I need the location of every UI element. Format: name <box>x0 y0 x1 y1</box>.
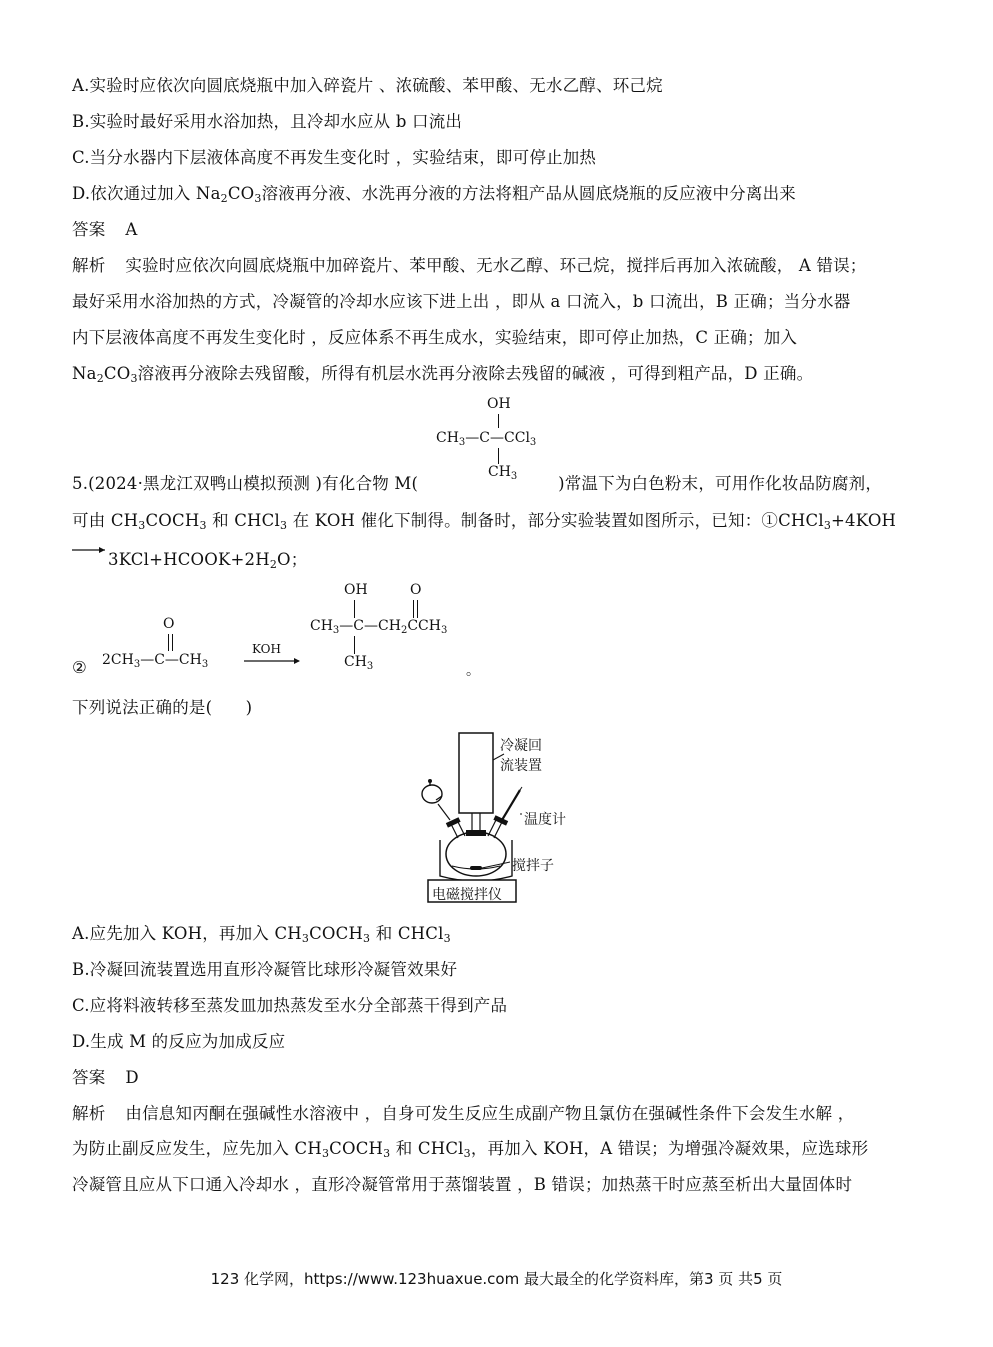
q5-option-b: B.冷凝回流装置选用直形冷凝管比球形冷凝管效果好 <box>72 960 458 979</box>
reactant-double-bond-a <box>168 634 169 651</box>
product-bond-ch3 <box>354 636 355 654</box>
q4-option-a: A.实验时应依次向圆底烧瓶中加入碎瓷片 、浓硫酸、苯甲酸、无水乙醇、环己烷 <box>72 76 663 95</box>
structure-m-bottom: $CH_3$ <box>488 464 518 482</box>
q5-question: 下列说法正确的是( ) <box>72 698 253 717</box>
q4-option-b: B.实验时最好采用水浴加热，且冷却水应从 b 口流出 <box>72 112 463 131</box>
product-carbonyl-o: O <box>410 582 422 598</box>
reactant-double-bond-b <box>172 634 173 651</box>
reactant-carbonyl-o: O <box>163 616 175 632</box>
structure-m-main-chain: $CH_3—C—CCl_3$ <box>436 430 537 448</box>
q4-analysis-line-3: 内下层液体高度不再发生变化时 ，反应体系不再生成水，实验结束，即可停止加热，C 正确；加入 <box>72 328 798 347</box>
q5-option-d: D.生成 M 的反应为加成反应 <box>72 1032 286 1051</box>
q4-analysis-line-1: 解析 实验时应依次向圆底烧瓶中加碎瓷片、苯甲酸、无水乙醇、环己烷，搅拌后再加入浓硫酸， A 错误； <box>72 256 867 275</box>
label-thermometer: 温度计 <box>524 812 566 828</box>
q5-option-a: A.应先加入 KOH，再加入 $CH_3COCH_3$ 和 CHCl$_3$ <box>72 924 451 945</box>
product-double-bond-a <box>413 600 414 618</box>
label-condenser-line-1: 冷凝回 <box>500 738 542 754</box>
reaction-1-products: $3KCl+HCOOK+2H_2O$； <box>108 550 308 571</box>
product-formula: $CH_3—C—CH_2CCH_3$ <box>310 618 448 636</box>
label-condenser-line-2: 流装置 <box>500 758 542 774</box>
q4-option-d: D.依次通过加入 $Na_2CO_3$溶液再分液、水洗再分液的方法将粗产品从圆底烧瓶的反应液中分离出来 <box>72 184 796 205</box>
product-oh: OH <box>344 582 368 598</box>
label-stir-bar: 搅拌子 <box>512 858 554 874</box>
page-footer: 123 化学网，https://www.123huaxue.com 最大最全的化学资料库，第3 页 共5 页 <box>210 1270 783 1288</box>
reaction-2-arrow-icon <box>244 656 302 666</box>
structure-m-oh: OH <box>487 396 511 412</box>
q5-stem-line-1: 5.(2024·黑龙江双鸭山模拟预测 )有化合物 M( )常温下为白色粉末，可用作化妆品防腐剂， <box>72 474 883 493</box>
reactant-formula: $2CH_3—C—CH_3$ <box>102 652 209 670</box>
label-magnetic-stirrer: 电磁搅拌仪 <box>432 887 502 903</box>
product-bottom-ch3: $CH_3$ <box>344 654 374 672</box>
q5-analysis-line-2: 为防止副反应发生，应先加入 $CH_3COCH_3$ 和 CHCl$_3$，再加入 KOH，A 错误；为增强冷凝效果，应选球形 <box>72 1139 869 1160</box>
product-double-bond-b <box>417 600 418 618</box>
reaction-arrow-icon <box>72 544 108 556</box>
q4-analysis-line-4: $Na_2CO_3$溶液再分液除去残留酸，所得有机层水洗再分液除去残留的碱液 ，可得到粗产品，D 正确。 <box>72 364 814 385</box>
structure-m-bond-bottom <box>498 448 499 464</box>
q5-analysis-line-1: 解析 由信息知丙酮在强碱性水溶液中 ，自身可发生反应生成副产物且氯仿在强碱性条件下会发生水解 ， <box>72 1104 855 1123</box>
q5-option-c: C.应将料液转移至蒸发皿加热蒸发至水分全部蒸干得到产品 <box>72 996 508 1015</box>
reaction-2-period: 。 <box>466 663 480 679</box>
q4-analysis-line-2: 最好采用水浴加热的方式，冷凝管的冷却水应该下进上出 ，即从 a 口流入，b 口流出，B 正确；当分水器 <box>72 292 851 311</box>
reaction-2-number: ② <box>72 658 87 677</box>
q4-option-c: C.当分水器内下层液体高度不再发生变化时 ，实验结束，即可停止加热 <box>72 148 597 167</box>
product-bond-oh <box>354 600 355 618</box>
structure-m-bond-top <box>498 414 499 428</box>
q5-stem-line-2: 可由 $CH_3COCH_3$ 和 CHCl$_3$ 在 KOH 催化下制得。制备时，部分实验装置如图所示，已知：①CHCl$_3$+4KOH <box>72 511 897 532</box>
q5-analysis-line-3: 冷凝管且应从下口通入冷却水 ，直形冷凝管常用于蒸馏装置 ，B 错误；加热蒸干时应蒸至析出大量固体时 <box>72 1175 853 1194</box>
q4-answer: 答案 A <box>72 220 138 239</box>
q5-answer: 答案 D <box>72 1068 139 1087</box>
reagent-koh: KOH <box>252 642 281 656</box>
